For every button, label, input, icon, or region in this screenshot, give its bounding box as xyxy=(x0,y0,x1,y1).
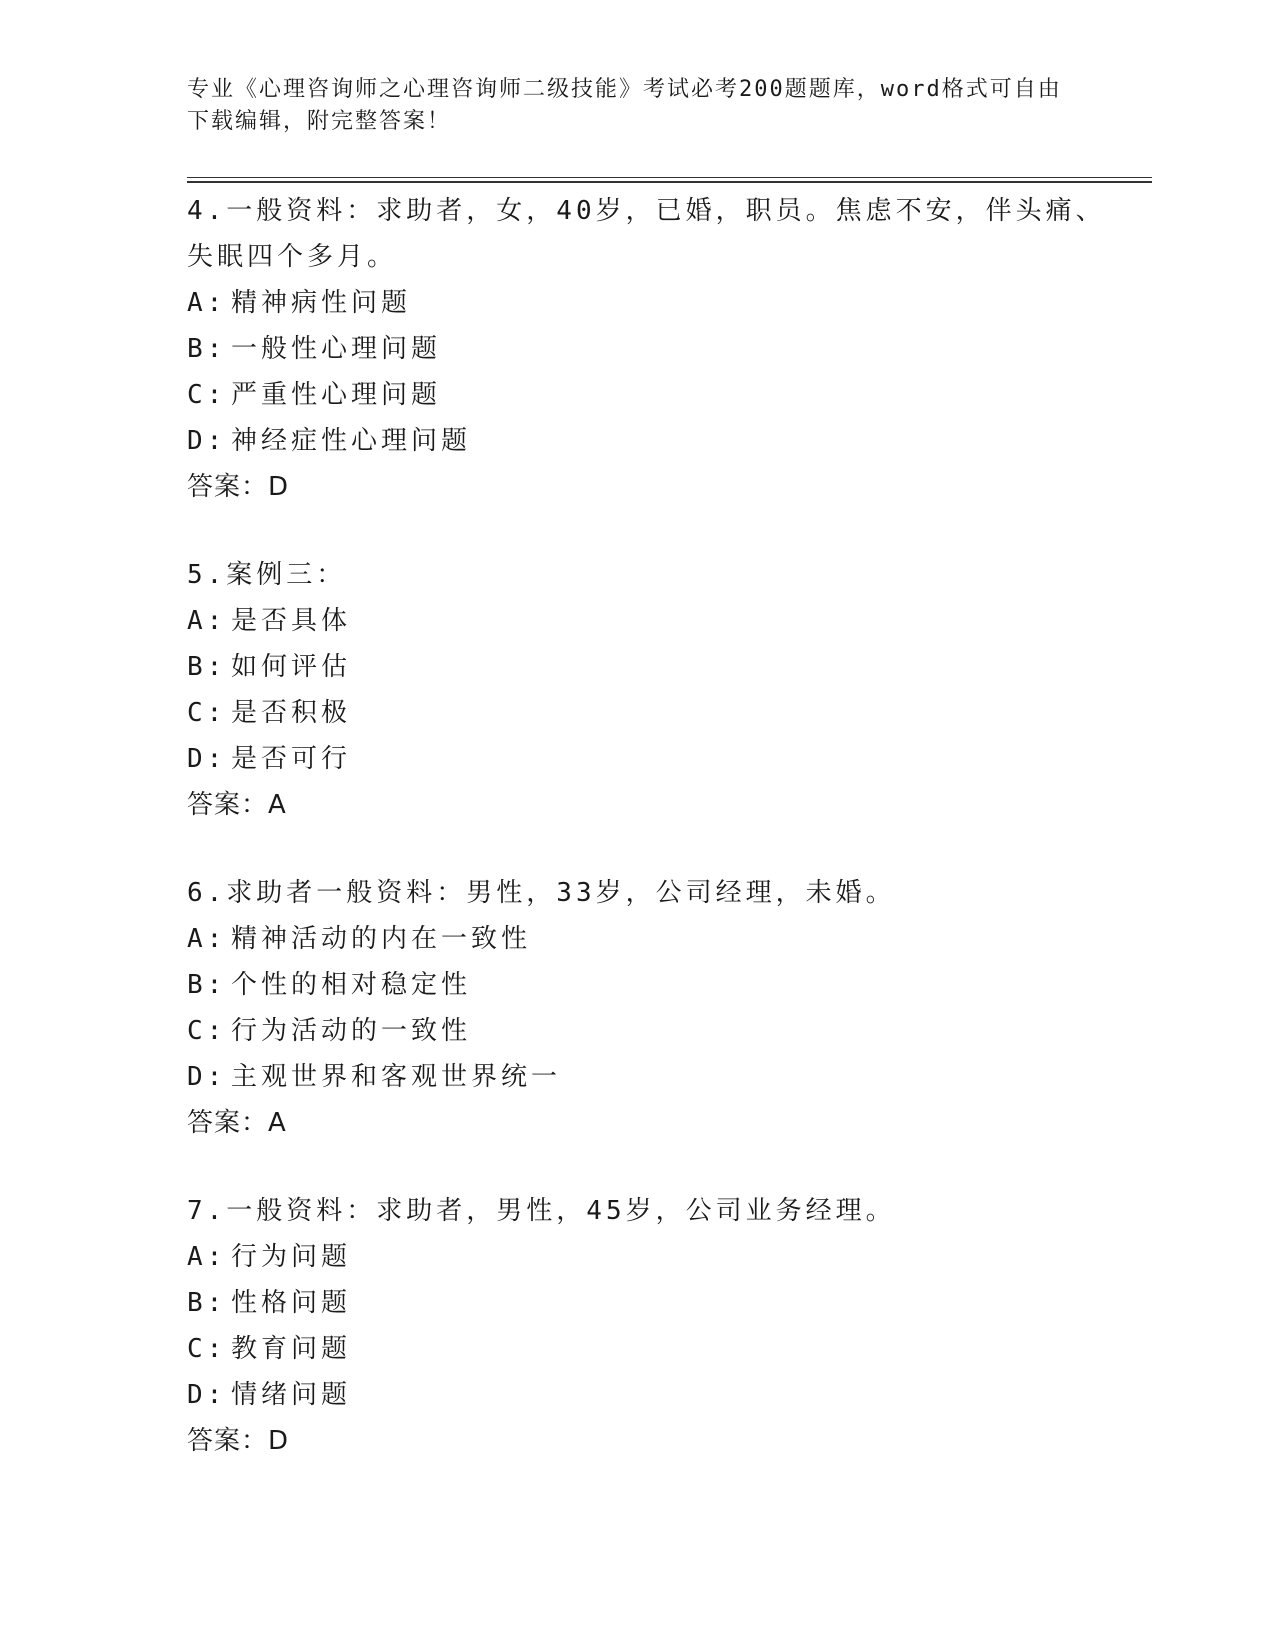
answer-label: 答案： xyxy=(187,790,269,820)
header-divider xyxy=(187,177,1152,183)
option-letter: A: xyxy=(187,288,227,318)
option-text: 一般性心理问题 xyxy=(231,334,442,364)
option-c xyxy=(187,690,1107,736)
option-letter: A: xyxy=(187,924,227,954)
question-item xyxy=(187,552,1107,828)
option-c xyxy=(187,1008,1107,1054)
question-title: 5.案例三： xyxy=(187,560,347,590)
option-d xyxy=(187,1372,1107,1418)
option-text: 个性的相对稳定性 xyxy=(231,970,472,1000)
question-item xyxy=(187,870,1107,1146)
divider-line-thin xyxy=(187,177,1152,178)
option-text: 如何评估 xyxy=(231,652,352,682)
option-letter: A: xyxy=(187,1242,227,1272)
option-c xyxy=(187,1326,1107,1372)
option-text: 情绪问题 xyxy=(231,1380,352,1410)
option-letter: C: xyxy=(187,1016,227,1046)
option-text: 是否具体 xyxy=(231,606,352,636)
option-text: 精神活动的内在一致性 xyxy=(231,924,532,954)
option-letter: C: xyxy=(187,380,227,410)
question-title: 7.一般资料：求助者，男性，45岁，公司业务经理。 xyxy=(187,1196,896,1226)
option-text: 是否积极 xyxy=(231,698,352,728)
option-b xyxy=(187,962,1107,1008)
option-letter: D: xyxy=(187,426,227,456)
option-b xyxy=(187,1280,1107,1326)
answer-value: D xyxy=(268,472,290,502)
option-text: 教育问题 xyxy=(231,1334,352,1364)
option-letter: B: xyxy=(187,1288,227,1318)
option-letter: B: xyxy=(187,334,227,364)
option-text: 精神病性问题 xyxy=(231,288,412,318)
document-intro: 专业《心理咨询师之心理咨询师二级技能》考试必考200题题库，word格式可自由下载编辑，附完整答案！ xyxy=(187,77,1062,134)
answer-line xyxy=(187,1418,1107,1464)
option-d xyxy=(187,1054,1107,1100)
option-letter: D: xyxy=(187,1062,227,1092)
option-letter: D: xyxy=(187,1380,227,1410)
option-a xyxy=(187,1234,1107,1280)
option-text: 性格问题 xyxy=(231,1288,352,1318)
option-a xyxy=(187,598,1107,644)
option-text: 主观世界和客观世界统一 xyxy=(231,1062,562,1092)
option-a xyxy=(187,916,1107,962)
option-text: 是否可行 xyxy=(231,744,352,774)
option-letter: B: xyxy=(187,652,227,682)
answer-value: A xyxy=(268,1108,287,1138)
question-title: 6.求助者一般资料：男性，33岁，公司经理，未婚。 xyxy=(187,878,896,908)
divider-line-thick xyxy=(187,181,1152,183)
option-b xyxy=(187,326,1107,372)
option-text: 神经症性心理问题 xyxy=(231,426,472,456)
option-c xyxy=(187,372,1107,418)
option-text: 行为问题 xyxy=(231,1242,352,1272)
answer-line xyxy=(187,464,1107,510)
option-letter: D: xyxy=(187,744,227,774)
answer-label: 答案： xyxy=(187,472,269,502)
answer-value: A xyxy=(268,790,287,820)
option-text: 严重性心理问题 xyxy=(231,380,442,410)
answer-label: 答案： xyxy=(187,1426,269,1456)
question-title: 4.一般资料：求助者，女，40岁，已婚，职员。焦虑不安，伴头痛、失眠四个多月。 xyxy=(187,196,1106,272)
option-d xyxy=(187,736,1107,782)
question-item xyxy=(187,1188,1107,1464)
answer-value: D xyxy=(268,1426,290,1456)
answer-line xyxy=(187,1100,1107,1146)
option-text: 行为活动的一致性 xyxy=(231,1016,472,1046)
answer-label: 答案： xyxy=(187,1108,269,1138)
option-d xyxy=(187,418,1107,464)
option-a xyxy=(187,280,1107,326)
option-letter: A: xyxy=(187,606,227,636)
option-letter: C: xyxy=(187,698,227,728)
question-list xyxy=(187,188,1107,1506)
answer-line xyxy=(187,782,1107,828)
question-item xyxy=(187,188,1107,510)
option-b xyxy=(187,644,1107,690)
option-letter: C: xyxy=(187,1334,227,1364)
option-letter: B: xyxy=(187,970,227,1000)
